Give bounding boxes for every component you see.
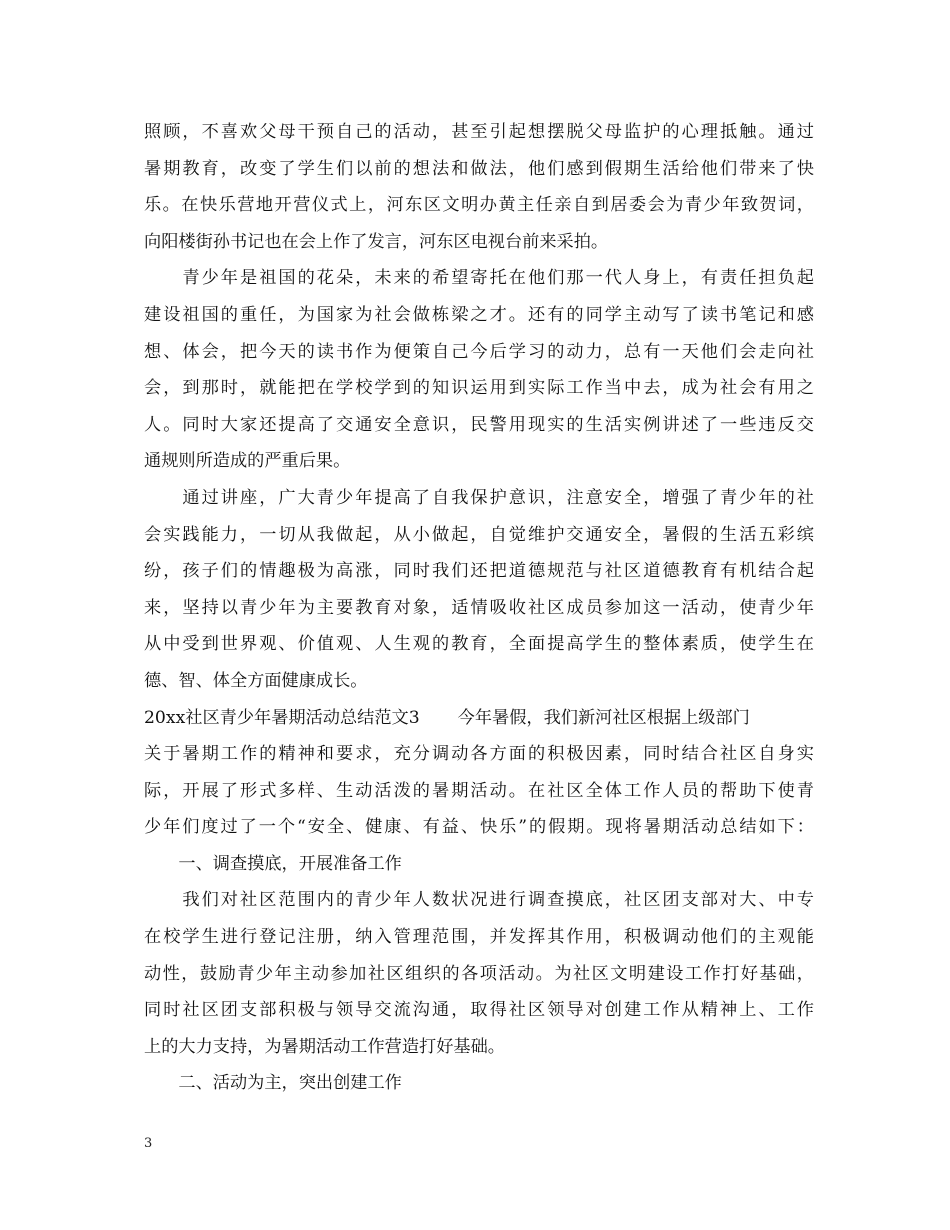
body-line: 暑期教育，改变了学生们以前的想法和做法，他们感到假期生活给他们带来了快 (144, 158, 814, 179)
body-line: 纷，孩子们的情趣极为高涨，同时我们还把道德规范与社区道德教育有机结合起 (144, 561, 814, 582)
section-title: 20xx社区青少年暑期活动总结范文3 (144, 707, 420, 728)
body-line: 德、智、体全方面健康成长。 (144, 670, 368, 691)
body-line: 在校学生进行登记注册，纳入管理范围，并发挥其作用，积极调动他们的主观能 (144, 927, 814, 948)
subsection-heading: 一、调查摸底，开展准备工作 (144, 853, 402, 874)
body-line: 人。同时大家还提高了交通安全意识，民警用现实的生活实例讲述了一些违反交 (144, 414, 814, 435)
body-line: 想、体会，把今天的读书作为便策自己今后学习的动力，总有一天他们会走向社 (144, 341, 814, 362)
body-line: 际，开展了形式多样、生动活泼的暑期活动。在社区全体工作人员的帮助下使青 (144, 780, 814, 801)
body-line: 建设祖国的重任，为国家为社会做栋梁之才。还有的同学主动写了读书笔记和感 (144, 304, 814, 325)
section-heading-line (144, 700, 814, 737)
subsection-heading: 二、活动为主，突出创建工作 (144, 1073, 402, 1094)
body-line: 会，到那时，就能把在学校学到的知识运用到实际工作当中去，成为社会有用之 (144, 378, 814, 399)
body-line: 同时社区团支部积极与领导交流沟通，取得社区领导对创建工作从精神上、工作 (144, 1000, 814, 1021)
body-line: 照顾，不喜欢父母干预自己的活动，甚至引起想摆脱父母监护的心理抵触。通过 (144, 122, 814, 142)
body-line: 通规则所造成的严重后果。 (144, 451, 351, 472)
body-line: 上的大力支持，为暑期活动工作营造打好基础。 (144, 1036, 505, 1057)
body-line: 青少年是祖国的花朵，未来的希望寄托在他们那一代人身上，有责任担负起 (144, 268, 814, 289)
section-first-text: 今年暑假，我们新河社区根据上级部门 (457, 707, 750, 728)
body-line: 关于暑期工作的精神和要求，充分调动各方面的积极因素，同时结合社区自身实 (144, 744, 814, 765)
page-number: 3 (144, 1136, 153, 1151)
body-line: 向阳楼街孙书记也在会上作了发言，河东区电视台前来采拍。 (144, 231, 609, 252)
body-line: 来，坚持以青少年为主要教育对象，适情吸收社区成员参加这一活动，使青少年 (144, 597, 814, 618)
body-line: 会实践能力，一切从我做起，从小做起，自觉维护交通安全，暑假的生活五彩缤 (144, 524, 814, 545)
body-line: 我们对社区范围内的青少年人数状况进行调查摸底，社区团支部对大、中专 (144, 890, 814, 911)
body-line: 乐。在快乐营地开营仪式上，河东区文明办黄主任亲自到居委会为青少年致贺词， (144, 195, 814, 216)
body-line: 少年们度过了一个“安全、健康、有益、快乐”的假期。现将暑期活动总结如下： (144, 817, 814, 838)
body-line: 通过讲座，广大青少年提高了自我保护意识，注意安全，增强了青少年的社 (144, 487, 814, 508)
body-line: 从中受到世界观、价值观、人生观的教育，全面提高学生的整体素质，使学生在 (144, 634, 814, 655)
document-body (144, 114, 814, 1102)
body-line: 动性，鼓励青少年主动参加社区组织的各项活动。为社区文明建设工作打好基础， (144, 963, 814, 984)
